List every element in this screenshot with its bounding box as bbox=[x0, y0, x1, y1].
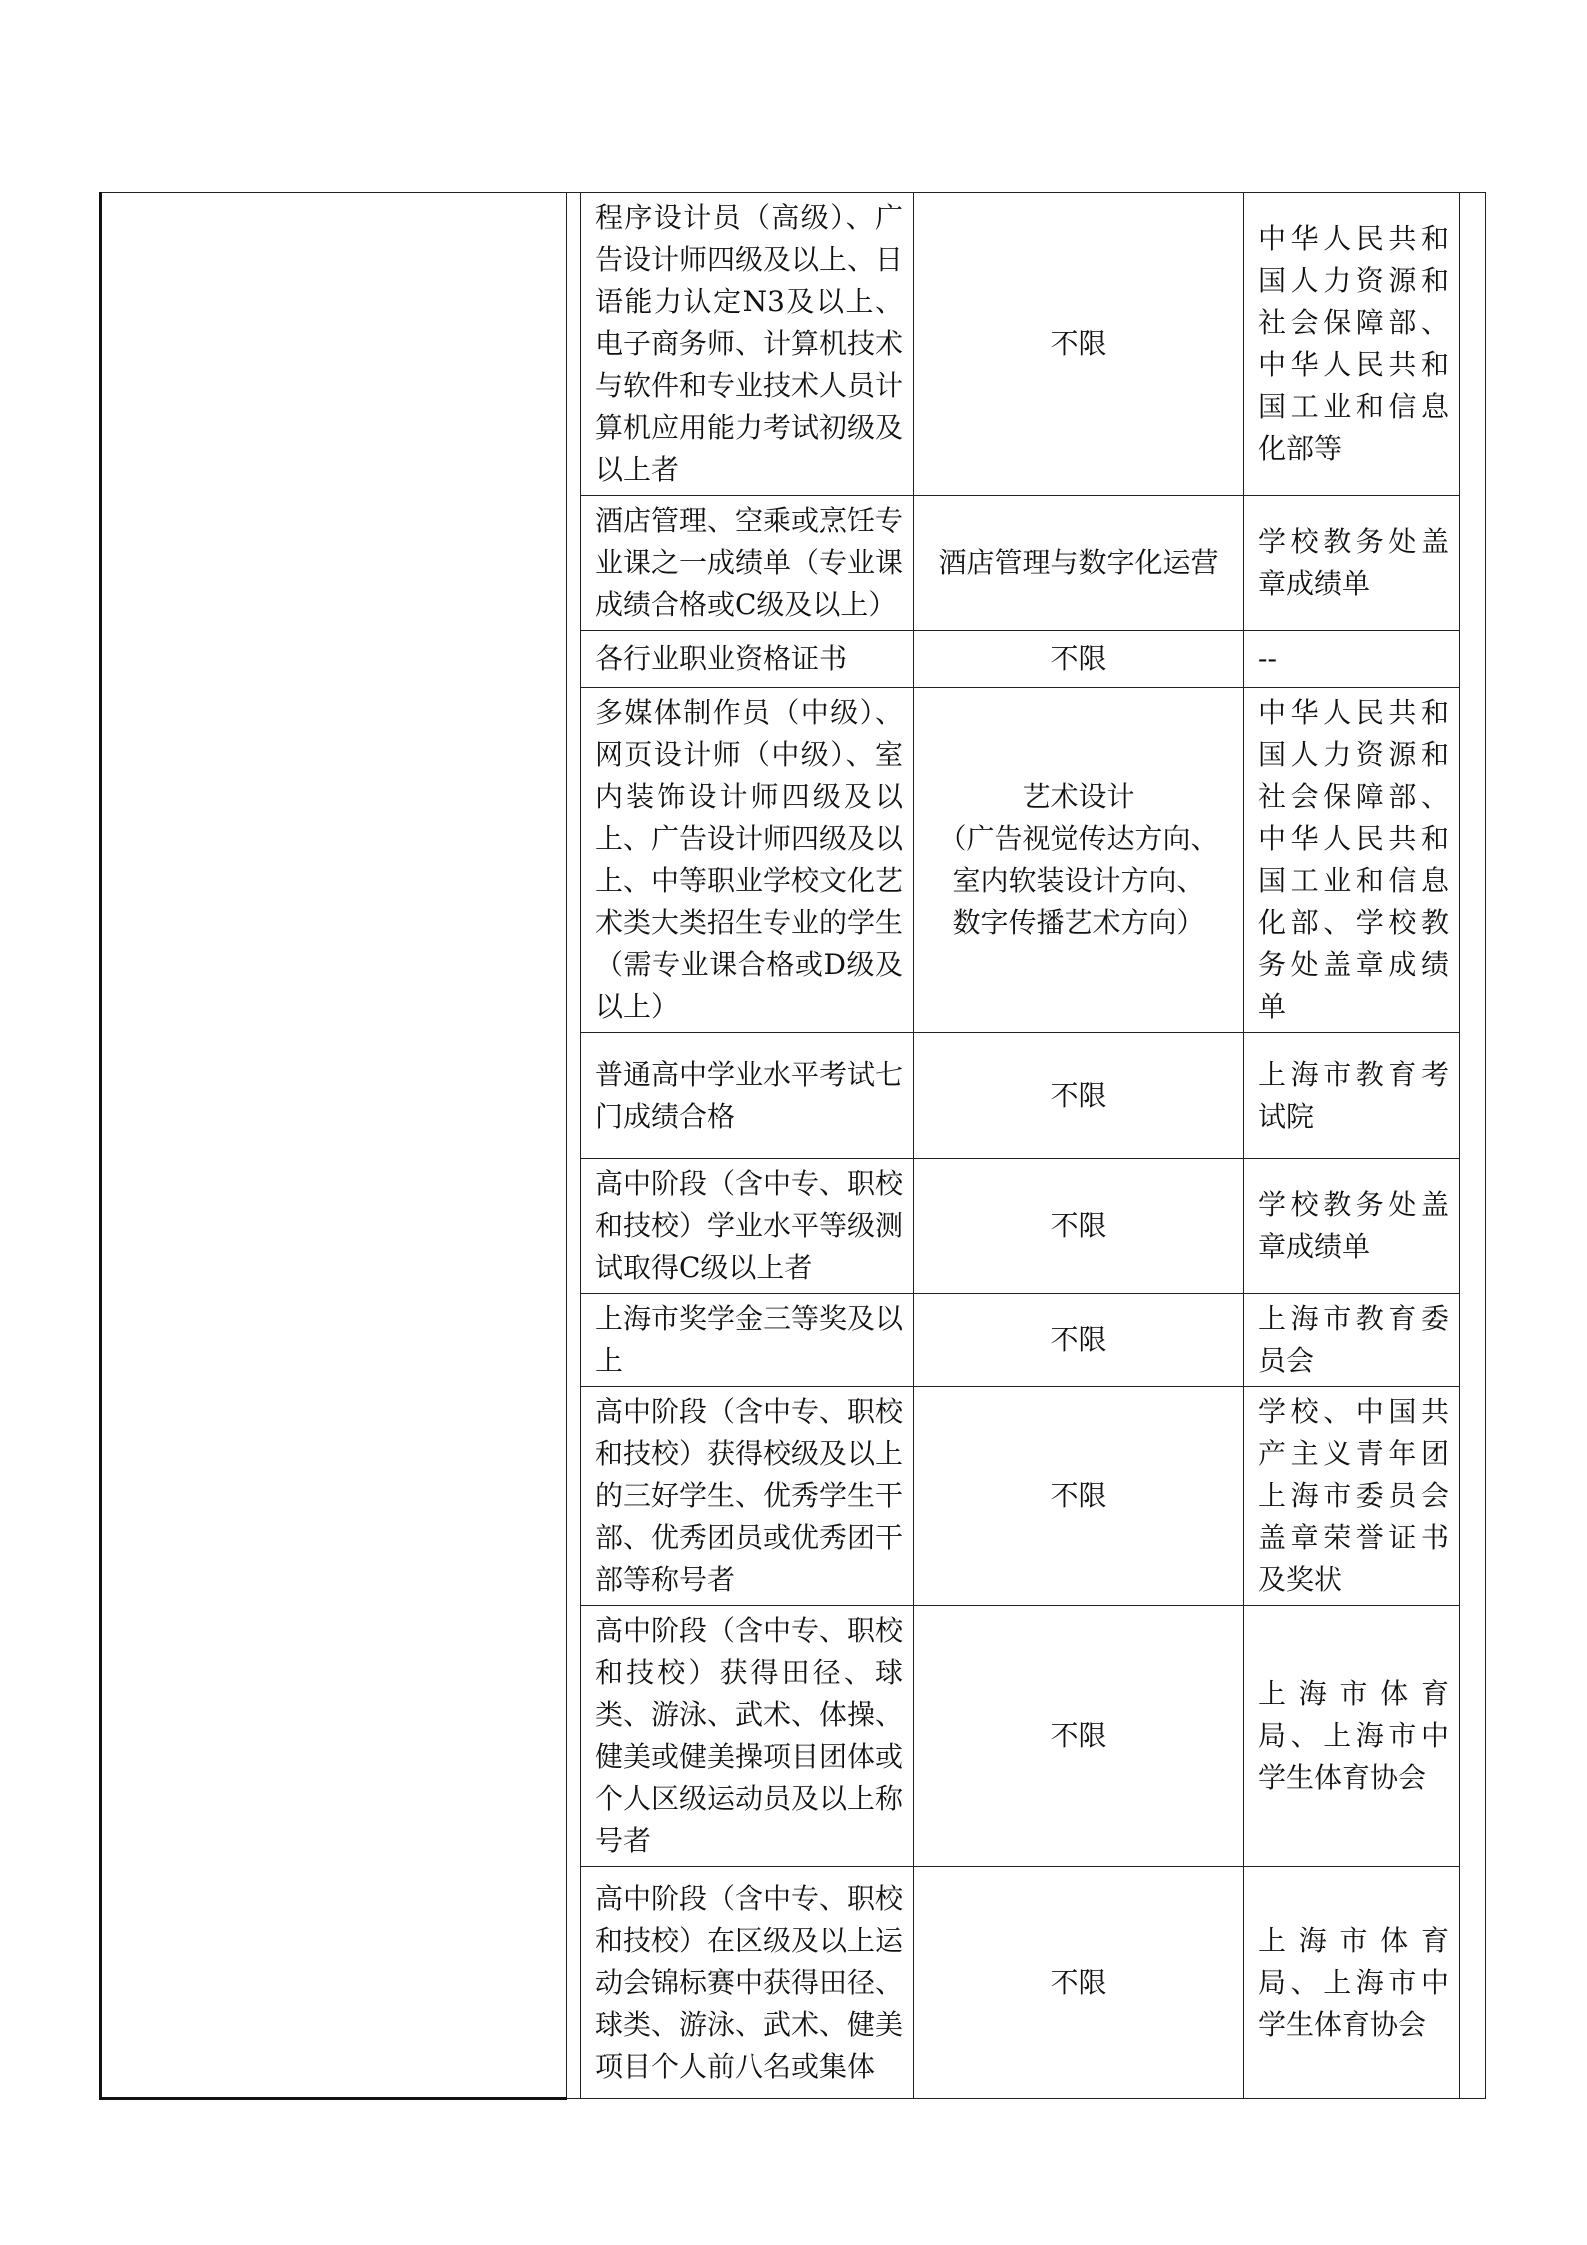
spacer-column bbox=[567, 193, 581, 2099]
issuer-cell: 中华人民共和国人力资源和社会保障部、中华人民共和国工业和信息化部等 bbox=[1244, 193, 1460, 496]
certificate-cell: 高中阶段（含中专、职校和技校）获得田径、球类、游泳、武术、体操、健美或健美操项目团体或个人区级运动员及以上称号者 bbox=[581, 1606, 914, 1867]
issuer-cell: 上海市体育局、上海市中学生体育协会 bbox=[1244, 1867, 1460, 2099]
certificate-cell: 高中阶段（含中专、职校和技校）在区级及以上运动会锦标赛中获得田径、球类、游泳、武术、健美项目个人前八名或集体 bbox=[581, 1867, 914, 2099]
major-direction: 室内软装设计方向、 bbox=[952, 864, 1205, 897]
major-title: 艺术设计 bbox=[1022, 780, 1135, 813]
issuer-cell: 中华人民共和国人力资源和社会保障部、中华人民共和国工业和信息化部、学校教务处盖章成绩单 bbox=[1244, 688, 1460, 1033]
major-cell: 不限 bbox=[914, 1294, 1244, 1387]
issuer-cell: 学校教务处盖章成绩单 bbox=[1244, 1159, 1460, 1294]
certificate-cell: 高中阶段（含中专、职校和技校）获得校级及以上的三好学生、优秀学生干部、优秀团员或优秀团干部等称号者 bbox=[581, 1387, 914, 1606]
issuer-cell: 上海市教育委员会 bbox=[1244, 1294, 1460, 1387]
major-cell: 酒店管理与数字化运营 bbox=[914, 496, 1244, 631]
qualification-table bbox=[99, 192, 1486, 2100]
certificate-cell: 普通高中学业水平考试七门成绩合格 bbox=[581, 1033, 914, 1159]
blank-left-column bbox=[101, 193, 567, 2099]
certificate-cell: 高中阶段（含中专、职校和技校）学业水平等级测试取得C级以上者 bbox=[581, 1159, 914, 1294]
certificate-cell: 多媒体制作员（中级）、网页设计师（中级）、室内装饰设计师四级及以上、广告设计师四级及以上、中等职业学校文化艺术类大类招生专业的学生（需专业课合格或D级及以上） bbox=[581, 688, 914, 1033]
table-row bbox=[101, 193, 1486, 496]
issuer-cell: 学校教务处盖章成绩单 bbox=[1244, 496, 1460, 631]
major-cell: 不限 bbox=[914, 1867, 1244, 2099]
major-cell: 不限 bbox=[914, 1033, 1244, 1159]
certificate-cell: 上海市奖学金三等奖及以上 bbox=[581, 1294, 914, 1387]
major-direction: 数字传播艺术方向） bbox=[952, 906, 1205, 939]
issuer-cell: 学校、中国共产主义青年团上海市委员会盖章荣誉证书及奖状 bbox=[1244, 1387, 1460, 1606]
major-cell: 不限 bbox=[914, 631, 1244, 688]
major-direction: （广告视觉传达方向、 bbox=[938, 822, 1219, 855]
major-cell bbox=[914, 688, 1244, 1033]
certificate-cell: 各行业职业资格证书 bbox=[581, 631, 914, 688]
major-cell: 不限 bbox=[914, 1606, 1244, 1867]
blank-right-column bbox=[1460, 193, 1486, 2099]
issuer-cell: -- bbox=[1244, 631, 1460, 688]
issuer-cell: 上海市教育考试院 bbox=[1244, 1033, 1460, 1159]
major-cell: 不限 bbox=[914, 1387, 1244, 1606]
certificate-cell: 酒店管理、空乘或烹饪专业课之一成绩单（专业课成绩合格或C级及以上） bbox=[581, 496, 914, 631]
certificate-cell: 程序设计员（高级）、广告设计师四级及以上、日语能力认定N3及以上、电子商务师、计算机技术与软件和专业技术人员计算机应用能力考试初级及以上者 bbox=[581, 193, 914, 496]
major-cell: 不限 bbox=[914, 1159, 1244, 1294]
issuer-cell: 上海市体育局、上海市中学生体育协会 bbox=[1244, 1606, 1460, 1867]
major-cell: 不限 bbox=[914, 193, 1244, 496]
